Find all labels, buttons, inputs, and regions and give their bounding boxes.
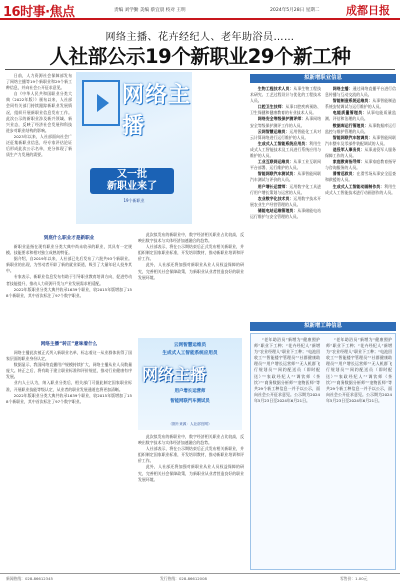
- occupation-item: [325, 135, 396, 147]
- work-types-box: [250, 333, 396, 570]
- occupation-item: [325, 159, 396, 171]
- work-types-text-left: [254, 337, 320, 567]
- occupation-name: 智能网联汽车测试员：: [257, 171, 298, 177]
- occupation-desc: 利用生成式人工智能技术进行动画创作的人员。: [325, 183, 396, 195]
- hero-badge: [90, 168, 174, 194]
- body-paragraph: 数据显示，我国网络直播用户规模持续扩大，网络主播从业人员数量庞大。转正之后，将有助于建立职业标准和评价规范，推动行业健康有序发展。: [6, 362, 132, 380]
- intro-paragraph: 自《中华人民共和国职业分类大典（2022年版）》颁布以来，人社部会同有关部门持续跟踪新职业发展情况，组织开展新职业信息发布工作。此次公示的新职业涉及新兴领域、新兴业态，反映了经济社会发展和科技进步对职业结构的影响。: [6, 91, 72, 133]
- occupation-desc: 从事数据库运行监控与维护管理的人员。: [325, 122, 396, 134]
- occupation-item: [250, 86, 321, 104]
- occupation-desc: 运用数字技术开展农业生产经营管理的人员。: [250, 195, 321, 207]
- work-types-text: “老年助浴员”新增为“健康照护师”职业下工种；“花卉经纪人”新增为“农业经理人”职业下工种；“电池回收工”“智能楼宇管理员”“社群健康助理员”“用户增长运营师”“无人机群飞行规划员”“网约配送员（即时配送）”“家政经纪人”“调饮师（茶饮）”“商务数据分析师”“宠物医师”等共29个新工种信息一并予以公示，面向社会公开征求意见。公示期为2024年5月23日至2024年6月21日。: [254, 337, 320, 403]
- occupation-name: 智能网联汽车装调员：: [332, 134, 373, 140]
- occupations-column-right: [325, 86, 396, 318]
- occupation-name: 退役军人事务员：: [332, 146, 365, 152]
- promo-line: 生成式人工智能系统应用员: [162, 351, 218, 356]
- occupation-desc: 在滑雪场从事安全巡查和救援的人员。: [325, 171, 396, 183]
- body-paragraph: 2022年版职业分类大典共收录1639个职业，较2015年版增加了158个新职业，其中首次标注了97个数字职业。: [6, 392, 132, 404]
- hero-illustration: [76, 72, 192, 224]
- hero-caption: 19个新职业: [123, 198, 145, 203]
- newspaper-logo: 成都日报: [346, 4, 390, 17]
- occupation-item: [325, 98, 396, 110]
- staff-credits: 责编 刘学勤 美编 蔡宜晨 校对 王明: [114, 8, 186, 13]
- body-paragraph: 此次拟发布的新职业中，数字经济相关职业占比较高，反映出数字技术与实体经济加速融合的趋势。: [138, 434, 244, 446]
- occupation-name: 网络安全等级保护测评师：: [257, 116, 306, 122]
- headline-rule: [5, 69, 395, 70]
- middle-column-top: [138, 232, 244, 334]
- hero-badge-line2: 新职业来了: [107, 181, 157, 192]
- occupation-item: [325, 110, 396, 122]
- footer-distribution-hotline: 发行热线：028-86612008: [160, 575, 207, 581]
- occupation-item: [250, 129, 321, 141]
- occupation-desc: 从事口腔疾病预防、卫生保健和健康教育的专业技术人员。: [250, 104, 321, 116]
- occupation-name: 电能质量管理员：: [332, 110, 367, 116]
- occupation-item: [325, 147, 396, 159]
- hero-badge-line1: 又一批: [117, 169, 147, 180]
- occupation-item: [250, 208, 321, 220]
- intro-paragraph: 日前，人力资源社会保障部发布了网络主播等19个新职业和29个新工种信息，并向社会公开征求意见。: [6, 73, 72, 91]
- left-section-1: [6, 232, 132, 332]
- promo-graphic: [138, 338, 242, 430]
- body-paragraph: 专家表示，新职业信息发布有助于引导职业教育培训方向，促进劳动者技能提升，推动人力资源开发与产业发展需求相适配。: [6, 274, 132, 286]
- occupation-desc: 从事储能电站运行维护与安全管理的人员。: [250, 207, 321, 219]
- section-heading: 到底什么职业才是新职业: [43, 236, 95, 241]
- occupation-name: 生成式人工智能动画制作员：: [332, 183, 385, 189]
- occupation-desc: 从事家庭教育指导与咨询服务的人员。: [325, 159, 396, 171]
- occupations-column-left: [250, 86, 321, 318]
- occupation-item: [250, 184, 321, 196]
- occupation-item: [250, 104, 321, 116]
- work-types-text: “老年助浴员”新增为“健康照护师”职业下工种；“花卉经纪人”新增为“农业经理人”职业下工种；“电池回收工”“智能楼宇管理员”“社群健康助理员”“用户增长运营师”“无人机群飞行规划员”“网约配送员（即时配送）”“家政经纪人”“调饮师（茶饮）”“商务数据分析师”“宠物医师”等共29个新工种信息一并予以公示，面向社会公开征求意见。公示期为2024年5月23日至2024年6月21日。: [326, 337, 392, 403]
- occupation-name: 储能电站运维管理员：: [257, 207, 298, 213]
- occupation-name: 口腔卫生技师：: [257, 104, 286, 110]
- occupation-name: 用户增长运营师：: [257, 183, 290, 189]
- occupation-desc: 从事工业互联网平台部署、运行维护的人员。: [250, 159, 321, 171]
- occupation-name: 智能制造系统运维员：: [332, 98, 373, 104]
- work-types-header: 拟新增工种信息: [250, 322, 396, 331]
- section-heading: 网络主播“转正”意味着什么: [40, 342, 98, 347]
- occupation-item: [325, 123, 396, 135]
- body-paragraph: 2022年版职业分类大典共收录1639个职业，较2015年版增加了158个新职业，其中首次标注了97个数字职业。: [6, 286, 132, 298]
- occupation-desc: 从事电能质量监测、评估和治理的人员。: [325, 110, 396, 122]
- occupation-desc: 通过网络直播平台进行信息传播与互动交流的人员。: [325, 86, 396, 98]
- occupation-item: [325, 86, 396, 98]
- occupation-desc: 利用生成式人工智能技术及工具进行系统应用与维护的人员。: [250, 140, 321, 159]
- body-paragraph: 新职业是指在现有职业分类大典中尚未收录的职业，其具有一定规模、技能要求和相对独立成熟的特征。: [6, 244, 132, 256]
- body-paragraph: 此外，人社部还将加强对新职业从业人员权益保障的研究，完善相关社会保障政策，为新职业从业者营造良好的职业发展环境。: [138, 464, 244, 482]
- intro-paragraph: 2023年以来，人社部面向社会广泛征集新职业信息，经专家评估论证后形成此次公示名单，充分体现了新质生产力发展的需要。: [6, 133, 72, 158]
- section-title: 16时事·焦点: [3, 5, 75, 20]
- footer: [0, 573, 400, 581]
- occupation-item: [250, 141, 321, 159]
- occupation-desc: 运用数字化工具进行用户增长策划与运营的人员。: [250, 183, 321, 195]
- middle-column-bottom: [138, 434, 244, 570]
- footer-news-hotline: 新闻热线：028-86612345: [6, 575, 53, 581]
- occupation-item: [325, 184, 396, 196]
- occupation-name: 家庭教育指导师：: [332, 159, 365, 165]
- occupation-desc: 运用智能化工具对云计算网络进行运行维护的人员。: [250, 128, 321, 140]
- promo-line: 用户增长运营师: [174, 389, 206, 394]
- body-paragraph: 人社部表示，将在公示期结束后正式发布相关新职业，并组织制定国家职业标准，开发培训教材，推动新职业培训和评价工作。: [138, 446, 244, 464]
- occupation-item: [250, 171, 321, 183]
- occupation-name: 云网智慧运维员：: [257, 128, 290, 134]
- occupation-item: [250, 116, 321, 128]
- promo-title: 网络主播: [142, 365, 207, 384]
- body-paragraph: 此外，人社部还将加强对新职业从业人员权益保障的研究，完善相关社会保障政策，为新职业从业者营造良好的职业发展环境。: [138, 262, 244, 280]
- left-section-2: [6, 338, 132, 570]
- occupation-name: 农业数字化技术员：: [257, 195, 294, 201]
- occupation-item: [325, 171, 396, 183]
- headline: 人社部公示19个新职业29个新工种: [49, 45, 351, 68]
- occupation-desc: 从事智能网联汽车整车及零部件装配调试的人员。: [325, 134, 396, 146]
- occupations-header: 拟新增职业信息: [250, 74, 396, 83]
- occupation-name: 数据库运行管理员：: [332, 122, 369, 128]
- issue-date: 2024年5月28日 星期二: [270, 8, 320, 13]
- body-paragraph: 据介绍，自2019年以来，人社部已先后发布了六批共93个新职业。新职业的出现，为劳动者开辟了新的就业渠道，吸引了大量年轻人投身其中。: [6, 256, 132, 274]
- body-paragraph: 人社部表示，将在公示期结束后正式发布相关新职业，并组织制定国家职业标准，开发培训教材，推动新职业培训和评价工作。: [138, 244, 244, 262]
- occupation-name: 工业互联网运维员：: [257, 159, 294, 165]
- body-paragraph: 网络主播此次被正式列入新职业名单，标志着这一从业群体获得了国家层面的职业身份认定。: [6, 350, 132, 362]
- kicker: 网络主播、花卉经纪人、老年助浴员……: [105, 32, 295, 43]
- promo-caption: （图片来源：人社部官网）: [168, 422, 212, 426]
- occupation-desc: 从事网络安全等级保护测评工作的人员。: [250, 116, 321, 128]
- promo-line: 智能网联汽车测试员: [170, 399, 210, 404]
- occupation-desc: 从事智能制造系统安装调试与运行维护的人员。: [325, 98, 396, 110]
- occupation-desc: 从事退役军人服务保障工作的人员。: [325, 146, 396, 159]
- occupation-item: [250, 159, 321, 171]
- body-paragraph: 业内人士认为，纳入职业分类后，相关部门可据此制定国家职业标准，开展职业技能等级认定，从业者的职业发展通道也将更加清晰。: [6, 380, 132, 392]
- promo-line: 云网智慧运维员: [173, 343, 207, 348]
- occupation-desc: 从事生物工程技术研究、工艺过程设计与优化的工程技术人员。: [250, 86, 321, 104]
- footer-price: 零售价：1.00元: [340, 575, 368, 581]
- work-types-text-right: [326, 337, 392, 567]
- occupation-item: [250, 196, 321, 208]
- occupation-desc: 从事智能网联汽车测试与评价的人员。: [250, 171, 321, 183]
- occupation-name: 滑雪巡救员：: [332, 171, 357, 177]
- masthead: [0, 0, 400, 20]
- play-screen-icon: [82, 80, 120, 126]
- occupation-name: 生物工程技术人员：: [257, 86, 294, 91]
- occupation-name: 生成式人工智能系统应用员：: [257, 140, 310, 146]
- intro-column: [6, 73, 72, 228]
- occupation-name: 网络主播：: [332, 86, 353, 91]
- body-paragraph: 此次拟发布的新职业中，数字经济相关职业占比较高，反映出数字技术与实体经济加速融合的趋势。: [138, 232, 244, 244]
- hero-title: 网络主播: [122, 83, 192, 139]
